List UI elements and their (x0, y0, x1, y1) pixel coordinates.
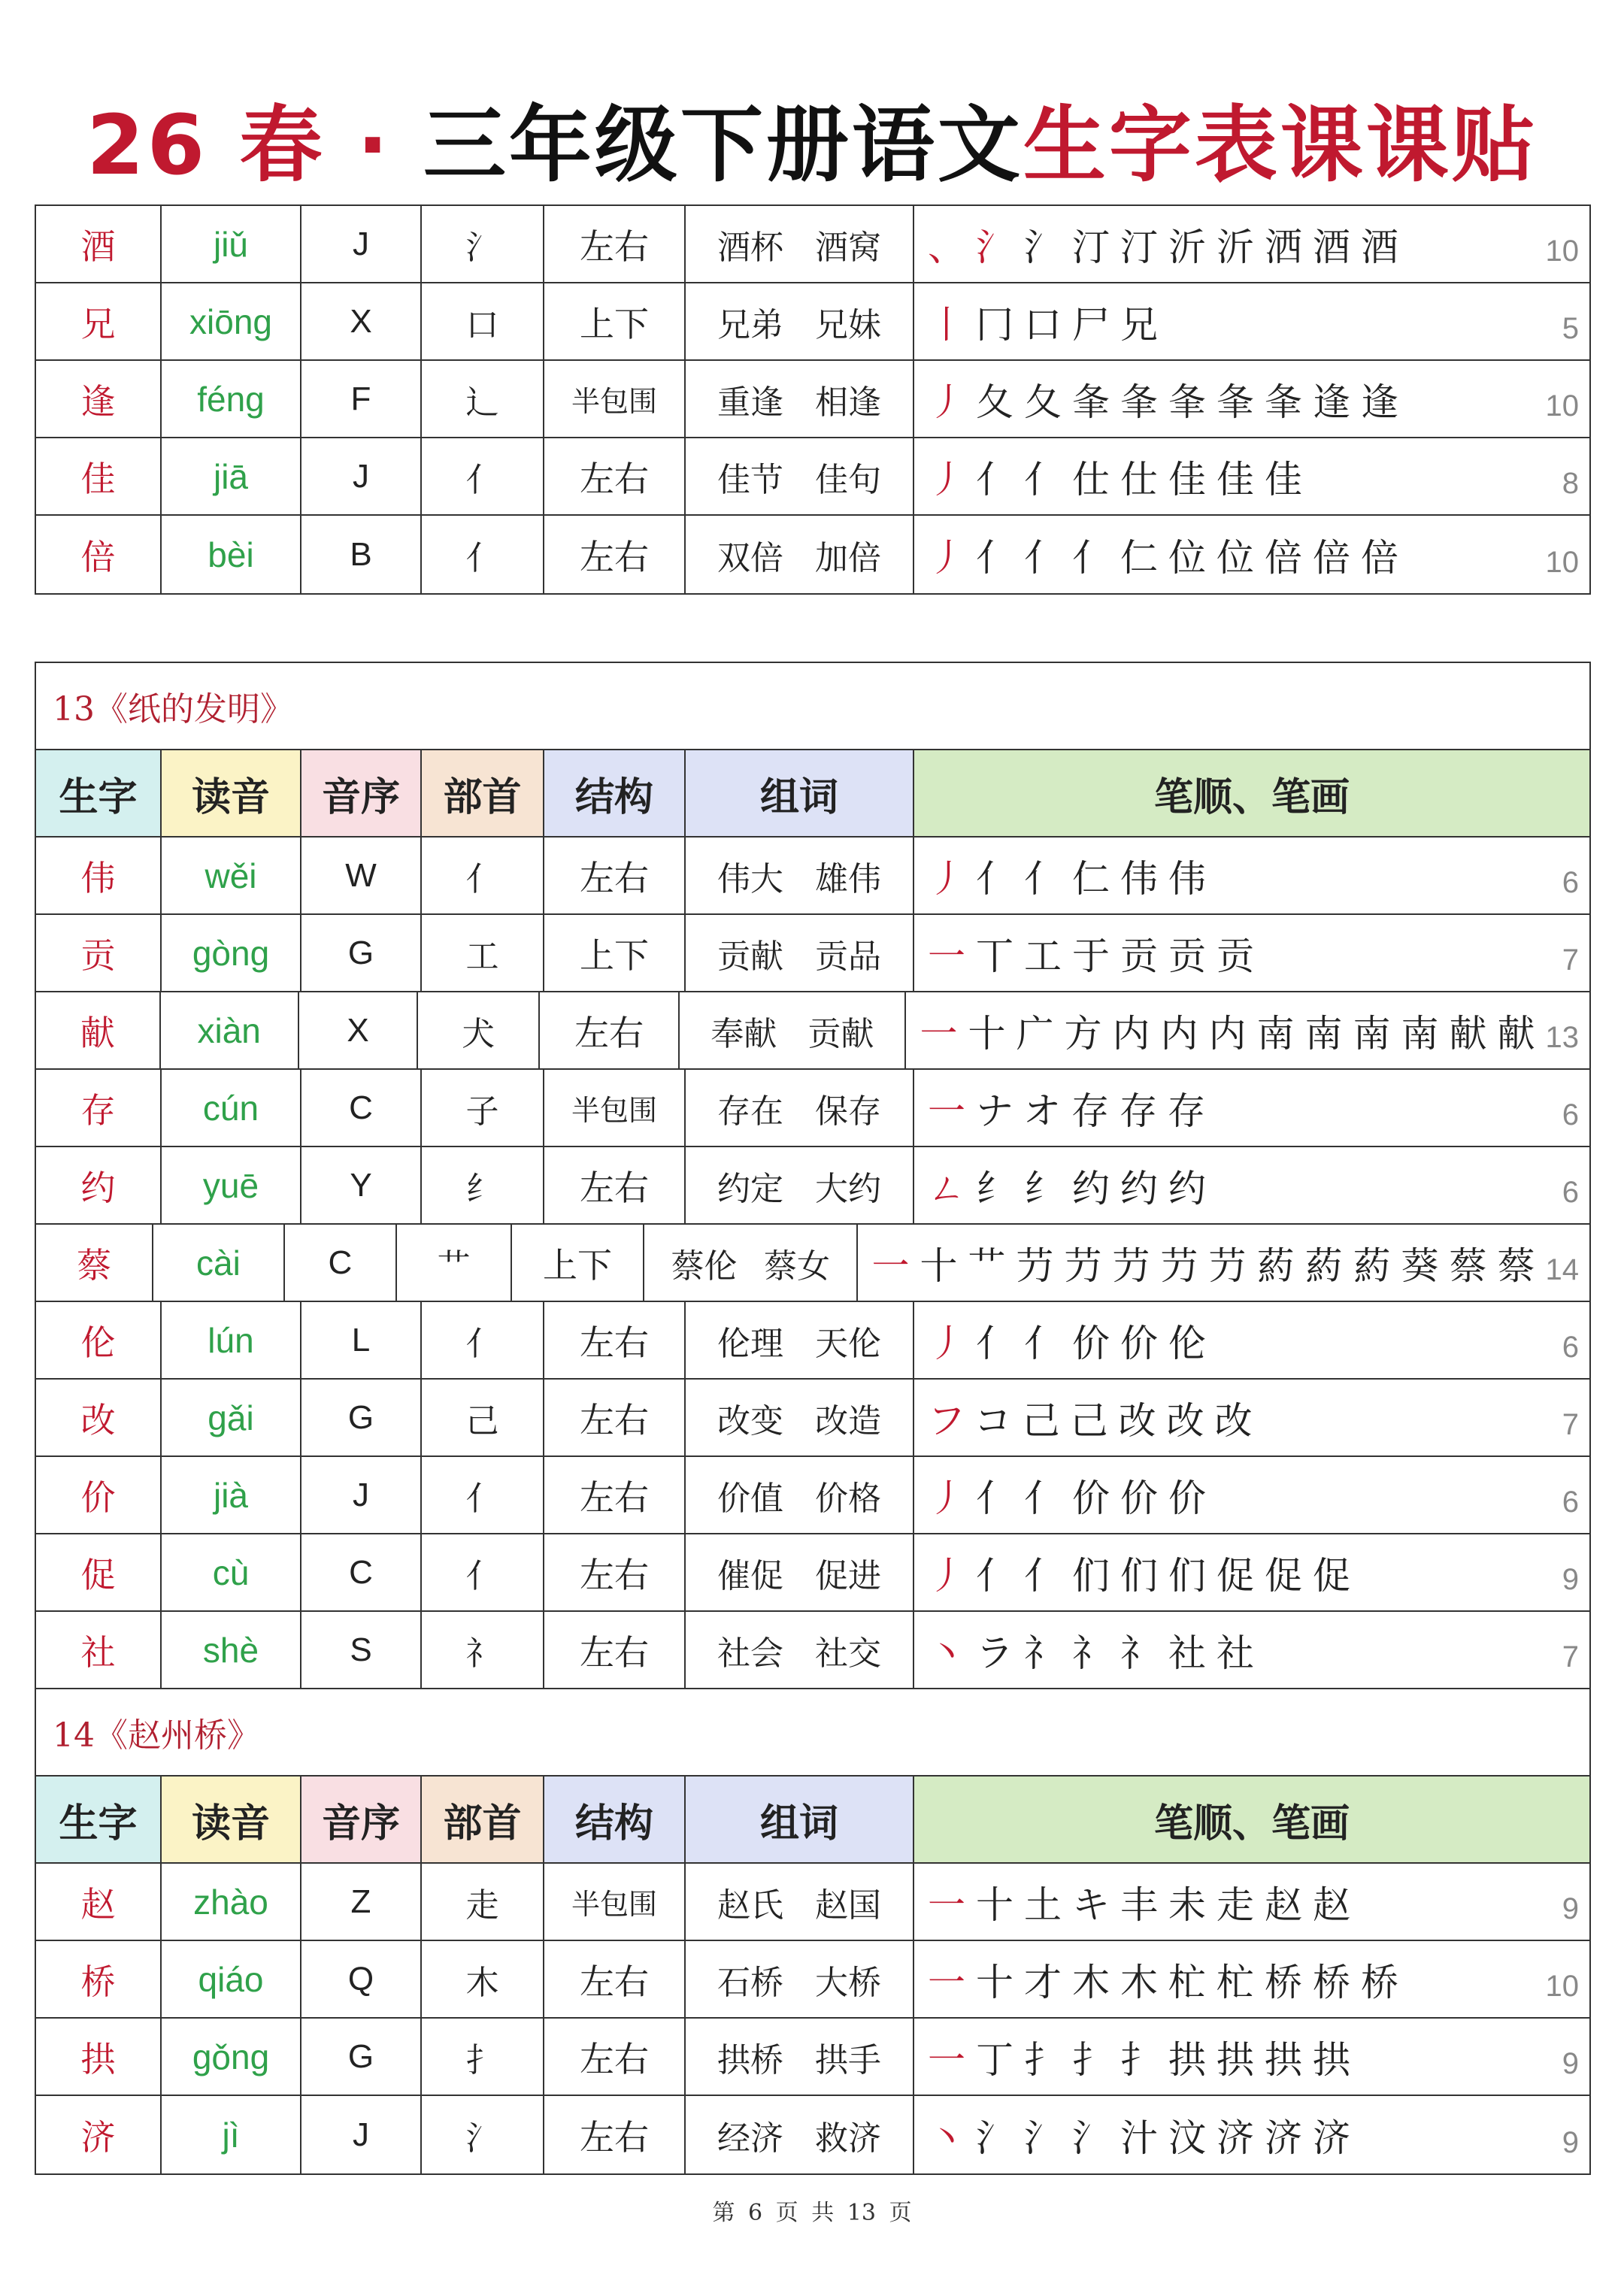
radical-cell: 氵 (422, 2096, 544, 2173)
word-1: 双倍 (717, 538, 783, 577)
title-main: 三年级下册语文 (423, 97, 1023, 193)
stroke-sequence: 一十土キ丰未走赵赵 (928, 1883, 1361, 1927)
table-row (36, 992, 1589, 1070)
word-2: 蔡女 (763, 1246, 830, 1286)
pinyin-cell: wěi (162, 838, 301, 913)
char-cell: 伟 (36, 838, 162, 913)
structure-cell: 半包围 (544, 361, 686, 437)
structure-cell: 左右 (544, 206, 686, 282)
table-row (36, 915, 1589, 992)
word-1: 拱桥 (717, 2040, 783, 2079)
char-cell: 贡 (36, 915, 162, 991)
char-cell: 促 (36, 1534, 162, 1610)
radical-cell: 工 (422, 915, 544, 991)
words-cell (686, 283, 914, 359)
stroke-order-cell (914, 2096, 1589, 2173)
word-2: 雄伟 (815, 859, 881, 898)
word-1: 重逢 (717, 383, 783, 422)
stroke-count: 9 (1562, 2126, 1579, 2159)
structure-cell: 半包围 (544, 1070, 686, 1146)
word-1: 社会 (717, 1634, 783, 1673)
pinyin-cell: jiā (162, 438, 301, 514)
pinyin-cell: zhào (162, 1864, 301, 1940)
structure-cell: 左右 (540, 992, 680, 1068)
header-char: 生字 (36, 750, 162, 836)
stroke-count: 6 (1562, 866, 1579, 899)
stroke-order-cell (914, 1864, 1589, 1940)
header-char: 生字 (36, 1777, 162, 1862)
word-1: 兄弟 (717, 305, 783, 344)
stroke-count: 13 (1545, 1021, 1579, 1054)
phonetic-order-cell: J (301, 206, 422, 282)
word-1: 酒杯 (717, 228, 783, 267)
stroke-order-cell (914, 1070, 1589, 1146)
table-header-row (36, 1777, 1589, 1864)
char-cell: 伦 (36, 1302, 162, 1378)
word-2: 相逢 (815, 383, 881, 422)
word-2: 拱手 (815, 2040, 881, 2079)
char-cell: 逢 (36, 361, 162, 437)
pinyin-cell: lún (162, 1302, 301, 1378)
phonetic-order-cell: J (301, 1457, 422, 1533)
structure-cell: 左右 (544, 1302, 686, 1378)
radical-cell: 扌 (422, 2019, 544, 2095)
words-cell (686, 361, 914, 437)
stroke-order-cell (914, 1147, 1589, 1223)
word-1: 催促 (717, 1556, 783, 1595)
pinyin-cell: yuē (162, 1147, 301, 1223)
stroke-sequence: 丿亻亻价价伦 (928, 1321, 1216, 1365)
phonetic-order-cell: Z (301, 1864, 422, 1940)
char-cell: 社 (36, 1612, 162, 1688)
word-2: 贡品 (815, 937, 881, 976)
phonetic-order-cell: J (301, 2096, 422, 2173)
table-row (36, 2019, 1589, 2096)
phonetic-order-cell: Q (301, 1941, 422, 2017)
stroke-sequence: 、氵氵汀汀沂沂洒酒酒 (928, 225, 1409, 269)
stroke-sequence: 一十艹芀芀芀芀芀葯葯葯葵蔡蔡 (871, 1243, 1546, 1288)
pinyin-cell: xiàn (161, 992, 299, 1068)
page-footer: 第 6 页 共 13 页 (712, 2200, 912, 2226)
table-row (36, 438, 1589, 516)
table-row (36, 1612, 1589, 1689)
phonetic-order-cell: G (301, 2019, 422, 2095)
radical-cell: 走 (422, 1864, 544, 1940)
char-cell: 存 (36, 1070, 162, 1146)
stroke-sequence: 一十才木木杧杧桥桥桥 (928, 1960, 1409, 2004)
pinyin-cell: cài (153, 1225, 284, 1301)
stroke-sequence: 一十广方内内内南南南南献献 (920, 1011, 1546, 1056)
word-1: 经济 (717, 2119, 783, 2158)
table-header-row (36, 750, 1589, 838)
word-2: 大桥 (815, 1963, 881, 2002)
lesson-title: 14《赵州桥》 (36, 1689, 1589, 1777)
radical-cell: 口 (422, 283, 544, 359)
stroke-sequence: 丶氵氵氵汁汶济济济 (928, 2116, 1361, 2160)
structure-cell: 左右 (544, 1457, 686, 1533)
stroke-sequence: 丿亻亻仕仕佳佳佳 (928, 457, 1313, 501)
word-2: 社交 (815, 1634, 881, 1673)
word-1: 价值 (717, 1479, 783, 1518)
table-row (36, 838, 1589, 915)
page-title (0, 81, 1624, 209)
structure-cell: 左右 (544, 2096, 686, 2173)
structure-cell: 左右 (544, 838, 686, 913)
radical-cell: 亻 (422, 438, 544, 514)
stroke-order-cell (914, 915, 1589, 991)
stroke-count: 6 (1562, 1176, 1579, 1209)
words-cell (686, 2096, 914, 2173)
table-row (36, 1941, 1589, 2019)
structure-cell: 左右 (544, 1941, 686, 2017)
phonetic-order-cell: W (301, 838, 422, 913)
stroke-order-cell (914, 516, 1589, 593)
pinyin-cell: jià (162, 1457, 301, 1533)
title-prefix: 26 春 · (86, 97, 423, 193)
words-cell (686, 438, 914, 514)
word-1: 伦理 (717, 1324, 783, 1363)
header-words: 组词 (686, 750, 914, 836)
phonetic-order-cell: G (301, 915, 422, 991)
pinyin-cell: gǒng (162, 2019, 301, 2095)
stroke-count: 14 (1545, 1253, 1579, 1286)
header-structure: 结构 (544, 750, 686, 836)
lesson-title: 13《纸的发明》 (36, 663, 1589, 750)
radical-cell: 礻 (422, 1612, 544, 1688)
words-cell (686, 1534, 914, 1610)
stroke-count: 7 (1562, 1408, 1579, 1441)
word-1: 赵氏 (717, 1886, 783, 1925)
stroke-order-cell (914, 1534, 1589, 1610)
pinyin-cell: gǎi (162, 1380, 301, 1455)
structure-cell: 上下 (544, 915, 686, 991)
words-cell (686, 1941, 914, 2017)
stroke-order-cell (914, 1941, 1589, 2017)
radical-cell: 亻 (422, 516, 544, 593)
char-cell: 改 (36, 1380, 162, 1455)
radical-cell: 辶 (422, 361, 544, 437)
header-structure: 结构 (544, 1777, 686, 1862)
pinyin-cell: jì (162, 2096, 301, 2173)
radical-cell: 木 (422, 1941, 544, 2017)
phonetic-order-cell: B (301, 516, 422, 593)
table-row (36, 1070, 1589, 1147)
stroke-count: 5 (1562, 312, 1579, 345)
char-cell: 桥 (36, 1941, 162, 2017)
char-cell: 济 (36, 2096, 162, 2173)
table-row (36, 206, 1589, 283)
phonetic-order-cell: X (301, 283, 422, 359)
radical-cell: 亻 (422, 1457, 544, 1533)
table-row (36, 1147, 1589, 1225)
stroke-sequence: 丿亻亻仁伟伟 (928, 856, 1216, 901)
table-row (36, 1457, 1589, 1534)
stroke-count: 8 (1562, 467, 1579, 500)
header-order: 音序 (301, 1777, 422, 1862)
stroke-count: 6 (1562, 1098, 1579, 1131)
stroke-order-cell (914, 206, 1589, 282)
char-cell: 倍 (36, 516, 162, 593)
words-cell (644, 1225, 859, 1301)
stroke-sequence: 一丁扌扌扌拱拱拱拱 (928, 2037, 1361, 2082)
char-cell: 献 (36, 992, 161, 1068)
stroke-sequence: 丨冂口尸兄 (928, 302, 1168, 347)
word-2: 保存 (815, 1092, 881, 1131)
stroke-sequence: ㄥ纟纟约约约 (928, 1166, 1216, 1210)
structure-cell: 左右 (544, 2019, 686, 2095)
char-cell: 拱 (36, 2019, 162, 2095)
structure-cell: 左右 (544, 516, 686, 593)
table-row (36, 2096, 1589, 2173)
header-radical: 部首 (422, 1777, 544, 1862)
words-cell (686, 838, 914, 913)
stroke-order-cell (914, 1457, 1589, 1533)
structure-cell: 左右 (544, 1147, 686, 1223)
phonetic-order-cell: S (301, 1612, 422, 1688)
stroke-sequence: 丿亻亻价价价 (928, 1476, 1216, 1520)
stroke-order-cell (914, 1380, 1589, 1455)
stroke-order-cell (914, 838, 1589, 913)
phonetic-order-cell: G (301, 1380, 422, 1455)
stroke-count: 10 (1545, 235, 1579, 268)
words-cell (686, 915, 914, 991)
stroke-order-cell (914, 1302, 1589, 1378)
stroke-count: 9 (1562, 1892, 1579, 1925)
word-1: 石桥 (717, 1963, 783, 2002)
stroke-sequence: 一ナオ存存存 (928, 1089, 1216, 1133)
char-cell: 酒 (36, 206, 162, 282)
header-pinyin: 读音 (162, 1777, 301, 1862)
pinyin-cell: xiōng (162, 283, 301, 359)
word-2: 赵国 (815, 1886, 881, 1925)
radical-cell: 亻 (422, 1534, 544, 1610)
phonetic-order-cell: C (301, 1070, 422, 1146)
stroke-sequence: 丿亻亻们们们促促促 (928, 1553, 1361, 1598)
word-2: 改造 (815, 1401, 881, 1440)
char-cell: 赵 (36, 1864, 162, 1940)
pinyin-cell: cún (162, 1070, 301, 1146)
radical-cell: 亻 (422, 838, 544, 913)
radical-cell: 艹 (397, 1225, 512, 1301)
word-1: 存在 (717, 1092, 783, 1131)
table-row (36, 1864, 1589, 1941)
word-2: 加倍 (815, 538, 881, 577)
words-cell (686, 1864, 914, 1940)
stroke-order-cell (914, 283, 1589, 359)
pinyin-cell: jiǔ (162, 206, 301, 282)
pinyin-cell: shè (162, 1612, 301, 1688)
char-cell: 价 (36, 1457, 162, 1533)
word-2: 天伦 (815, 1324, 881, 1363)
stroke-order-cell (858, 1225, 1589, 1301)
stroke-order-cell (914, 1612, 1589, 1688)
char-table-2 (35, 662, 1591, 2175)
stroke-count: 10 (1545, 546, 1579, 579)
phonetic-order-cell: C (301, 1534, 422, 1610)
phonetic-order-cell: Y (301, 1147, 422, 1223)
words-cell (686, 1380, 914, 1455)
stroke-sequence: フコ己己改改改 (928, 1398, 1263, 1443)
words-cell (680, 992, 906, 1068)
stroke-count: 6 (1562, 1331, 1579, 1364)
words-cell (686, 1070, 914, 1146)
stroke-order-cell (914, 361, 1589, 437)
stroke-sequence: 丿夂夂夆夆夆夆夆逢逢 (928, 380, 1409, 424)
header-order: 音序 (301, 750, 422, 836)
structure-cell: 左右 (544, 1380, 686, 1455)
words-cell (686, 2019, 914, 2095)
pinyin-cell: bèi (162, 516, 301, 593)
pinyin-cell: cù (162, 1534, 301, 1610)
radical-cell: 犬 (418, 992, 540, 1068)
word-1: 伟大 (717, 859, 783, 898)
stroke-sequence: 丿亻亻亻仁位位倍倍倍 (928, 535, 1409, 580)
word-2: 兄妹 (815, 305, 881, 344)
structure-cell: 上下 (512, 1225, 644, 1301)
table-row (36, 1380, 1589, 1457)
table-row (36, 1225, 1589, 1302)
char-cell: 兄 (36, 283, 162, 359)
stroke-count: 7 (1562, 1640, 1579, 1674)
radical-cell: 亻 (422, 1302, 544, 1378)
char-cell: 蔡 (36, 1225, 153, 1301)
char-cell: 佳 (36, 438, 162, 514)
table-row (36, 361, 1589, 438)
word-2: 大约 (815, 1169, 881, 1208)
phonetic-order-cell: J (301, 438, 422, 514)
pinyin-cell: féng (162, 361, 301, 437)
stroke-count: 7 (1562, 944, 1579, 977)
word-1: 改变 (717, 1401, 783, 1440)
stroke-count: 10 (1545, 389, 1579, 423)
phonetic-order-cell: L (301, 1302, 422, 1378)
stroke-order-cell (914, 2019, 1589, 2095)
word-1: 约定 (717, 1169, 783, 1208)
table-row (36, 283, 1589, 361)
stroke-sequence: 一丅工于贡贡贡 (928, 934, 1265, 978)
phonetic-order-cell: C (285, 1225, 398, 1301)
radical-cell: 己 (422, 1380, 544, 1455)
stroke-count: 6 (1562, 1486, 1579, 1519)
structure-cell: 半包围 (544, 1864, 686, 1940)
table-row (36, 516, 1589, 593)
phonetic-order-cell: X (299, 992, 419, 1068)
words-cell (686, 1302, 914, 1378)
word-2: 贡献 (807, 1014, 874, 1053)
word-2: 价格 (815, 1479, 881, 1518)
words-cell (686, 1147, 914, 1223)
word-1: 佳节 (717, 460, 783, 499)
word-2: 救济 (815, 2119, 881, 2158)
header-pinyin: 读音 (162, 750, 301, 836)
title-highlight: 生字表课课贴 (1023, 97, 1538, 193)
structure-cell: 上下 (544, 283, 686, 359)
header-radical: 部首 (422, 750, 544, 836)
radical-cell: 氵 (422, 206, 544, 282)
stroke-count: 9 (1562, 2047, 1579, 2080)
table-row (36, 1534, 1589, 1612)
stroke-sequence: 丶ラ礻礻礻社社 (928, 1631, 1265, 1675)
word-2: 促进 (815, 1556, 881, 1595)
header-strokes: 笔顺、笔画 (914, 750, 1589, 836)
structure-cell: 左右 (544, 438, 686, 514)
stroke-order-cell (914, 438, 1589, 514)
stroke-count: 10 (1545, 1970, 1579, 2003)
word-1: 奉献 (710, 1014, 777, 1053)
word-1: 蔡伦 (671, 1246, 738, 1286)
pinyin-cell: gòng (162, 915, 301, 991)
radical-cell: 纟 (422, 1147, 544, 1223)
words-cell (686, 206, 914, 282)
table-row (36, 1302, 1589, 1380)
word-1: 贡献 (717, 937, 783, 976)
stroke-order-cell (906, 992, 1589, 1068)
structure-cell: 左右 (544, 1612, 686, 1688)
header-strokes: 笔顺、笔画 (914, 1777, 1589, 1862)
structure-cell: 左右 (544, 1534, 686, 1610)
words-cell (686, 1612, 914, 1688)
pinyin-cell: qiáo (162, 1941, 301, 2017)
word-2: 佳句 (815, 460, 881, 499)
header-words: 组词 (686, 1777, 914, 1862)
words-cell (686, 1457, 914, 1533)
word-2: 酒窝 (815, 228, 881, 267)
char-table-1 (35, 204, 1591, 595)
words-cell (686, 516, 914, 593)
stroke-count: 9 (1562, 1563, 1579, 1596)
phonetic-order-cell: F (301, 361, 422, 437)
radical-cell: 子 (422, 1070, 544, 1146)
char-cell: 约 (36, 1147, 162, 1223)
